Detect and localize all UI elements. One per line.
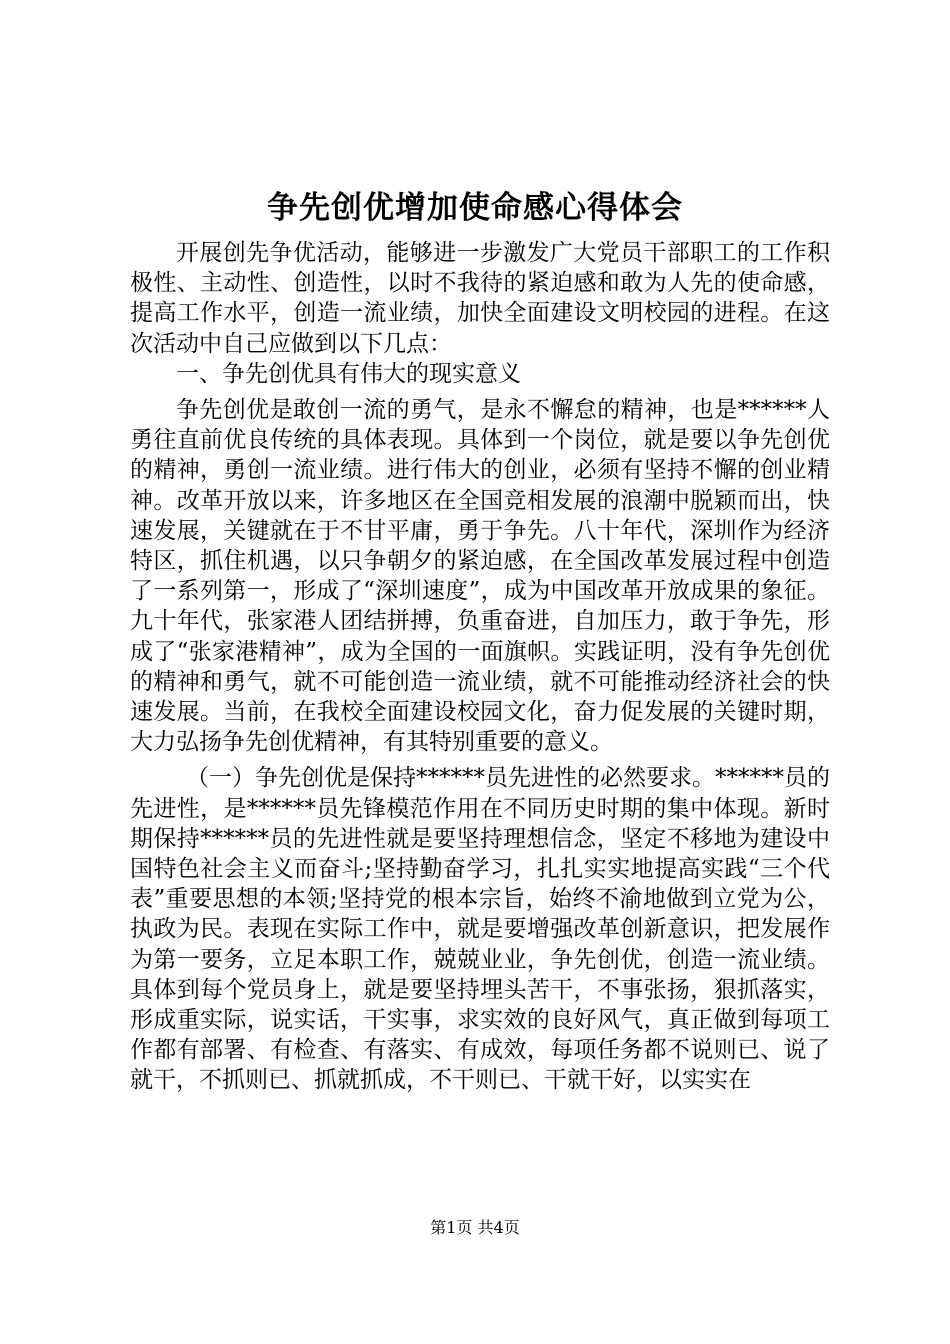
document-title: 争先创优增加使命感心得体会 [267, 190, 683, 226]
body-paragraph: 争先创优是敢创一流的勇气，是永不懈怠的精神，也是******人勇往直前优良传统的具体表现。具体到一个岗位，就是要以争先创优的精神，勇创一流业绩。进行伟大的创业，必须有坚持不懈的创业精神。改革开放以来，许多地区在全国竞相发展的浪潮中脱颖而出，快速发展，关键就在于不甘平庸，勇于争先。八十年代，深圳作为经济特区，抓住机遇，以只争朝夕的紧迫感，在全国改革发展过程中创造了一系列第一，形成了“深圳速度”，成为中国改革开放成果的象征。九十年代，张家港人团结拼搏，负重奋进，自加压力，敢于争先，形成了“张家港精神”，成为全国的一面旗帜。实践证明，没有争先创优的精神和勇气，就不可能创造一流业绩，就不可能推动经济社会的快速发展。当前，在我校全面建设校园文化，奋力促发展的关键时期，大力弘扬争先创优精神，有其特别重要的意义。 [130, 397, 830, 756]
intro-paragraph: 开展创先争优活动，能够进一步激发广大党员干部职工的工作积极性、主动性、创造性，以时不我待的紧迫感和敢为人先的使命感，提高工作水平，创造一流业绩，加快全面建设文明校园的进程。在这次活动中自己应做到以下几点： [130, 240, 830, 357]
section-heading: 一、争先创优具有伟大的现实意义 [176, 360, 521, 387]
page-footer: 第1页 共4页 [430, 1218, 520, 1237]
subsection-paragraph: （一）争先创优是保持******员先进性的必然要求。******员的先进性，是******员先锋模范作用在不同历史时期的集中体现。新时期保持******员的先进性就是要坚持理想信念，坚定不移地为建设中国特色社会主义而奋斗;坚持勤奋学习，扎扎实实地提高实践“三个代表”重要思想的本领;坚持党的根本宗旨，始终不渝地做到立党为公，执政为民。表现在实际工作中，就是要增强改革创新意识，把发展作为第一要务，立足本职工作，兢兢业业，争先创优，创造一流业绩。具体到每个党员身上，就是要坚持埋头苦干，不事张扬，狠抓落实，形成重实际，说实话，干实事，求实效的良好风气，真正做到每项工作都有部署、有检查、有落实、有成效，每项任务都不说则已、说了就干，不抓则已、抓就抓成，不干则已、干就干好，以实实在 [130, 765, 830, 1094]
document-body [130, 238, 830, 1096]
